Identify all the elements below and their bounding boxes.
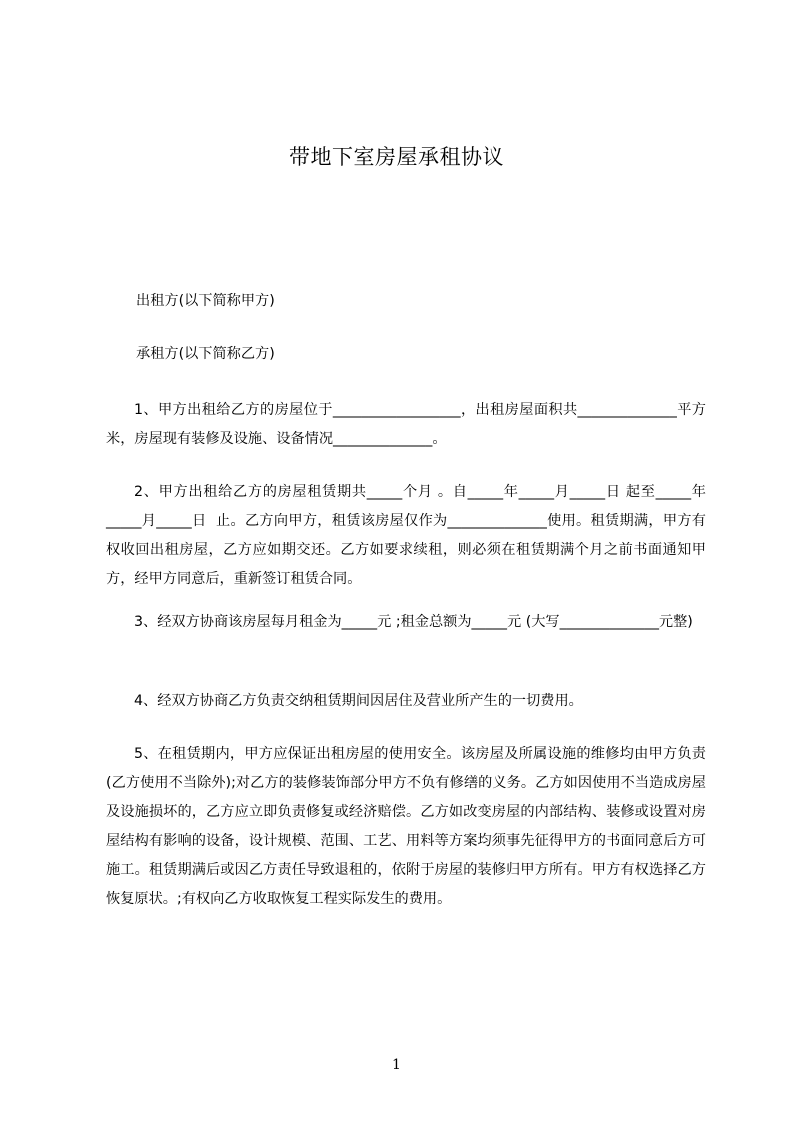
document-title: 带地下室房屋承租协议 [289, 145, 504, 169]
lessee-line: 承租方(以下简称乙方) [136, 346, 275, 362]
clause-3: 3、经双方协商该房屋每月租金为_____元 ;租金总额为_____元 (大写______________元整) [134, 614, 693, 630]
clause-5: 5、在租赁期内，甲方应保证出租房屋的使用安全。该房屋及所属设施的维修均由甲方负责(乙方使用不当除外);对乙方的装修装饰部分甲方不负有修缮的义务。乙方如因使用不当造成房屋及设施损坏的，乙方应立即负责修复或经济赔偿。乙方如改变房屋的内部结构、装修或设置对房屋结构有影响的设备，设计规模、范围、工艺、用料等方案均须事先征得甲方的书面同意后方可施工。租赁期满后或因乙方责任导致退租的，依附于房屋的装修归甲方所有。甲方有权选择乙方恢复原状。;有权向乙方收取恢复工程实际发生的费用。 [106, 746, 706, 907]
page-number: 1 [392, 1057, 401, 1073]
clause-2: 2、甲方出租给乙方的房屋租赁期共_____个月 。自_____年_____月_____日 起至_____年_____月_____日 止。乙方向甲方，租赁该房屋仅作为______________使用。租赁期满，甲方有权收回出租房屋，乙方应如期交还。乙方如要求续租，则必须在租赁期满个月之前书面通知甲方，经甲方同意后，重新签订租赁合同。 [106, 484, 706, 587]
clause-4: 4、经双方协商乙方负责交纳租赁期间因居住及营业所产生的一切费用。 [134, 693, 583, 709]
clause-1: 1、甲方出租给乙方的房屋位于__________________，出租房屋面积共______________平方米，房屋现有装修及设施、设备情况______________。 [106, 402, 706, 447]
lessor-line: 出租方(以下简称甲方) [136, 293, 275, 309]
